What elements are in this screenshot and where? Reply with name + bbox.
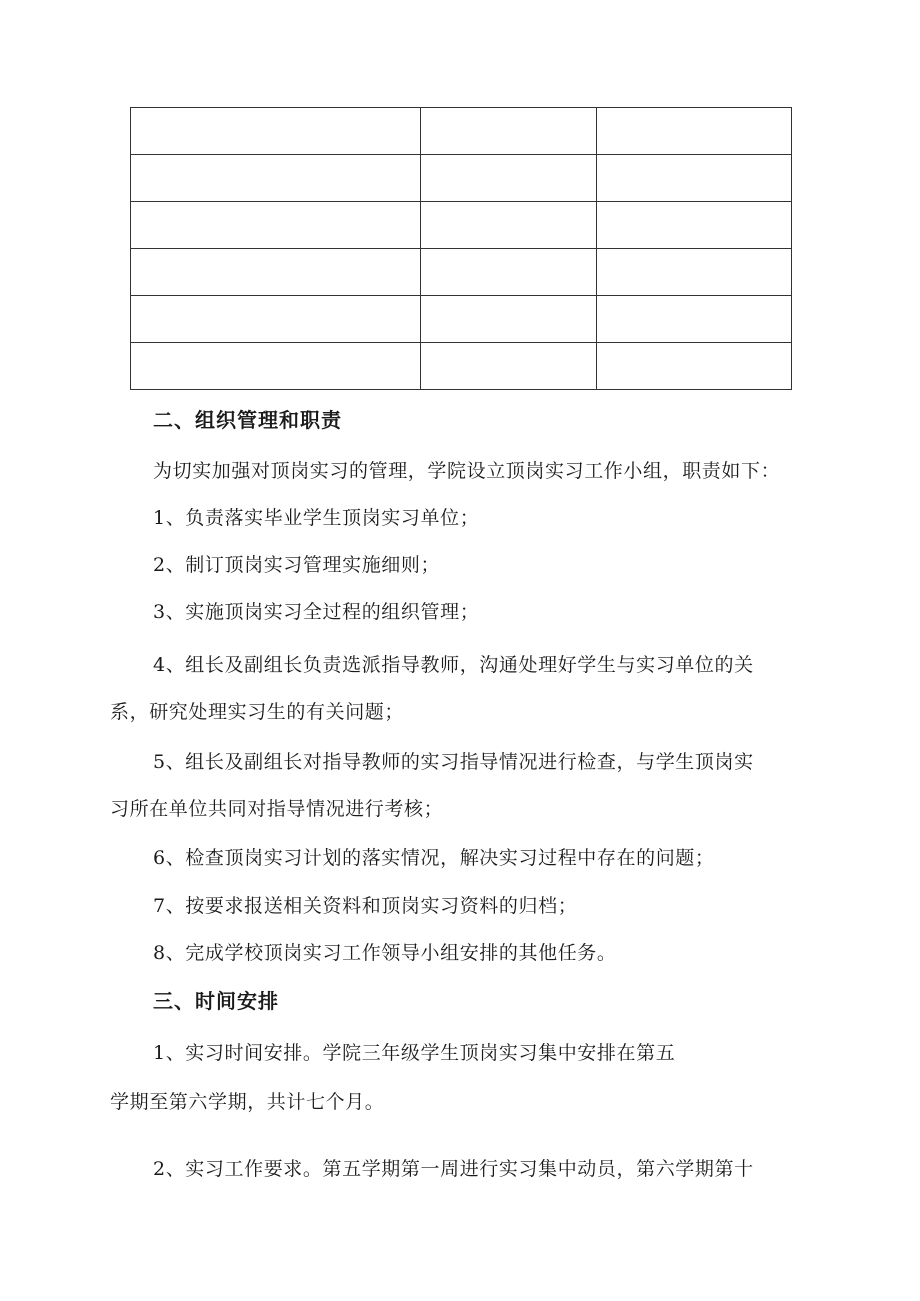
table-cell — [421, 296, 597, 343]
table-row — [131, 249, 792, 296]
table-cell — [597, 202, 792, 249]
table-cell — [597, 249, 792, 296]
table-cell — [131, 202, 421, 249]
table-cell — [597, 343, 792, 390]
table-row — [131, 108, 792, 155]
list-item: 1、负责落实毕业学生顶岗实习单位； — [153, 507, 480, 529]
table-cell — [421, 202, 597, 249]
table-cell — [131, 155, 421, 202]
list-item-continuation: 系，研究处理实习生的有关问题； — [110, 701, 405, 723]
list-item: 8、完成学校顶岗实习工作领导小组安排的其他任务。 — [153, 942, 617, 964]
table-cell — [421, 343, 597, 390]
table-row — [131, 155, 792, 202]
table-cell — [131, 108, 421, 155]
table-cell — [421, 155, 597, 202]
table-cell — [597, 296, 792, 343]
section-heading-schedule: 三、时间安排 — [153, 989, 279, 1013]
section-heading-organization: 二、组织管理和职责 — [153, 408, 342, 432]
table-cell — [597, 155, 792, 202]
table-cell — [131, 249, 421, 296]
table-cell — [421, 108, 597, 155]
list-item: 3、实施顶岗实习全过程的组织管理； — [153, 601, 480, 623]
table-row — [131, 343, 792, 390]
list-item-continuation: 学期至第六学期，共计七个月。 — [110, 1091, 385, 1113]
table-cell — [131, 296, 421, 343]
list-item-continuation: 习所在单位共同对指导情况进行考核； — [110, 798, 444, 820]
paragraph-intro: 为切实加强对顶岗实习的管理，学院设立顶岗实习工作小组，职责如下： — [153, 460, 781, 482]
list-item: 1、实习时间安排。学院三年级学生顶岗实习集中安排在第五 — [153, 1042, 676, 1064]
table-row — [131, 296, 792, 343]
list-item: 4、组长及副组长负责选派指导教师，沟通处理好学生与实习单位的关 — [153, 654, 754, 676]
table-row — [131, 202, 792, 249]
table-cell — [421, 249, 597, 296]
blank-table — [130, 107, 792, 390]
list-item: 5、组长及副组长对指导教师的实习指导情况进行检查，与学生顶岗实 — [153, 751, 754, 773]
table-cell — [131, 343, 421, 390]
list-item: 7、按要求报送相关资料和顶岗实习资料的归档； — [153, 895, 578, 917]
list-item: 6、检查顶岗实习计划的落实情况，解决实习过程中存在的问题； — [153, 847, 715, 869]
list-item: 2、制订顶岗实习管理实施细则； — [153, 554, 441, 576]
list-item: 2、实习工作要求。第五学期第一周进行实习集中动员，第六学期第十 — [153, 1158, 754, 1180]
table-cell — [597, 108, 792, 155]
